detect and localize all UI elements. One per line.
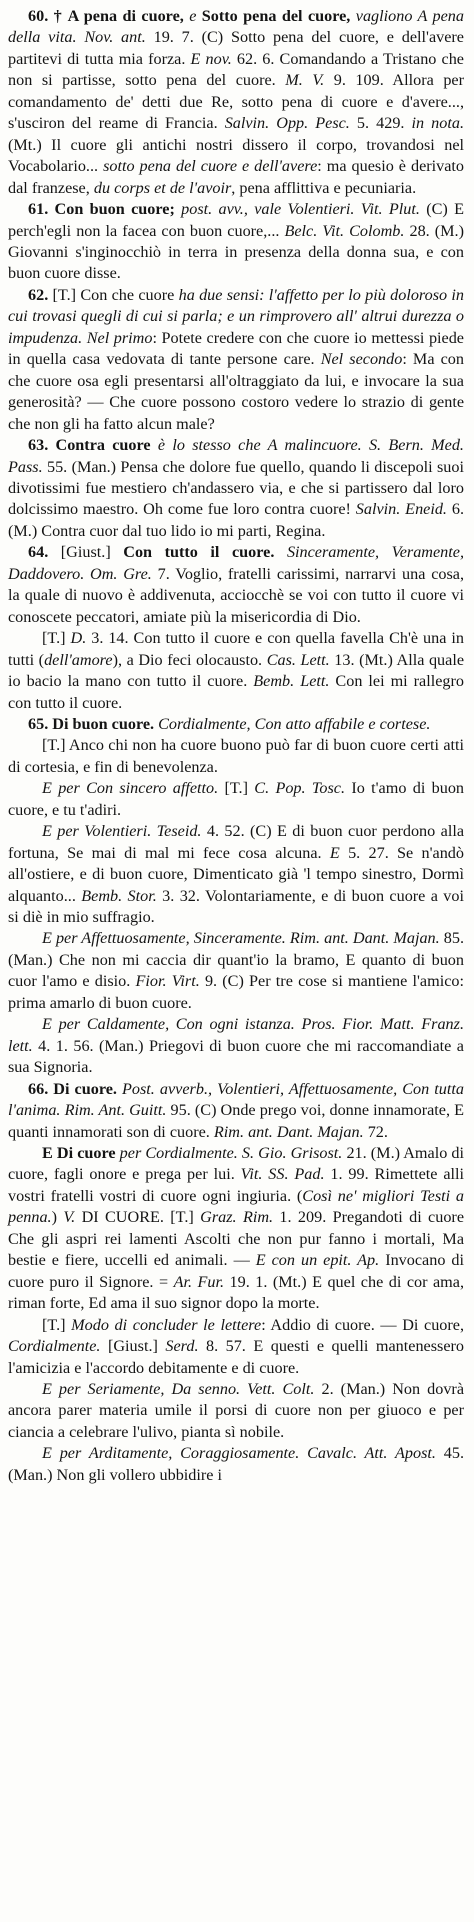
italic-text: ha due sensi: l'affetto per lo più doloroso in cui trovasi quegli di cui si parla; e un rimprovero all' altrui durezza o impudenza. Nel primo (8, 285, 464, 347)
italic-text: D. (70, 629, 87, 648)
body-text: 7. Voglio, fratelli carissimi, narrarvi una cosa, la quale di nuovo è addivenuta, acciocchè se voi con tutto il cuore vi conoscete peccatori, amiate più la misericordia di Dio. (8, 564, 465, 626)
italic-text: E per Affettuosamente, Sinceramente. Rim. ant. Dant. Majan. (42, 929, 440, 948)
headword: 64. (28, 543, 61, 562)
body-text: [Giust.] (60, 543, 124, 562)
entry-paragraph (8, 542, 464, 628)
body-text: (C) E perch'egli non la facea con buon cuore,... (8, 200, 464, 240)
italic-text: Cas. Lett. (266, 650, 330, 669)
body-text: 1. 99. Rimettete alli vostri fratelli vostri di cuore ogni ingiuria. ( (8, 1165, 465, 1205)
entry-paragraph (8, 1315, 464, 1379)
body-text: 95. (C) Onde prego voi, donne innamorate, E quanti innamorati son di cuore. (8, 1101, 464, 1141)
body-text: 19. 7. (C) Sotto pena del cuore, e dell'avere partitevi di tutta mia forza. (8, 28, 464, 68)
entry-paragraph (8, 1379, 464, 1443)
entry-paragraph (8, 435, 464, 542)
italic-text: Bemb. Stor. (81, 886, 157, 905)
italic-text: Ar. Fur. (173, 1272, 225, 1291)
entry-paragraph (8, 735, 464, 778)
entry-paragraph (8, 1143, 464, 1315)
body-text: 3. 32. Volontariamente, e di buon cuore a voi si diè in mio suffragio. (8, 886, 464, 927)
italic-text: dell'amore (44, 650, 113, 669)
entry-paragraph (8, 1443, 464, 1486)
italic-text: E (329, 843, 340, 862)
body-text: , pena afflittiva e pecuniaria. (231, 178, 417, 197)
headword: Sotto pena del cuore, (201, 7, 356, 25)
body-text: : ma quesio è derivato dal franzese, (8, 157, 465, 197)
italic-text: E per Volentieri. Teseid. (42, 822, 202, 841)
italic-text: Salvin. Opp. Pesc. (224, 114, 350, 133)
body-text: (Mt.) Il cuore gli antichi nostri dissero il corpo, trovandosi nel Vocabolario... (8, 135, 464, 176)
italic-text: sotto pena del cuore e dell'avere (103, 157, 318, 176)
italic-text: Serd. (165, 1337, 199, 1356)
italic-text: E per Seriamente, Da senno. Vett. Colt. (42, 1380, 315, 1398)
headword: Con tutto il cuore. (123, 543, 287, 562)
italic-text: vagliono A pena della vita. Nov. ant. (8, 7, 464, 47)
body-text: 19. 1. (Mt.) E quel che di cor ama, riman forte, Ed ama il suo signor dopo la morte. (8, 1272, 464, 1313)
entry-paragraph (8, 821, 464, 928)
italic-text: e (189, 7, 202, 25)
body-text: Io t'amo di buon cuore, e tu t'adiri. (8, 779, 465, 819)
italic-text: Cordialmente. (8, 1337, 101, 1356)
entry-paragraph (8, 628, 464, 714)
body-text: 62. 6. Comandando a Tristano che non si partisse, sotto pena del cuore. (8, 49, 464, 90)
italic-text: Graz. Rim. (200, 1208, 274, 1227)
body-text: 85. (Man.) Che non mi caccia dir quant'io la bramo, E quanto di buon cuor l'amo e disio. (8, 929, 465, 991)
body-text: 8. 57. E questi e quelli mantenessero l'amicizia e l'accordo debitamente e di cuore. (8, 1337, 465, 1377)
italic-text: Cordialmente, Con atto affabile e cortese. (158, 714, 431, 733)
body-text: 28. (M.) Giovanni s'inginocchiò in terra in presenza della donna sua, e con buon cuore disse. (8, 221, 464, 283)
body-text: 4. 1. 56. (Man.) Priegovi di buon cuore che mi raccomandiate a sua Signoria. (8, 1036, 464, 1077)
italic-text: è lo stesso che A malincuore. S. Bern. Med. Pass. (8, 436, 464, 476)
body-text: Invocano di cuore puro il Signore. = (8, 1251, 464, 1291)
entry-paragraph (8, 1079, 464, 1143)
italic-text: Rim. ant. Dant. Majan. (213, 1122, 364, 1141)
body-text: [T.] Con che cuore (52, 285, 179, 304)
headword: 63. Contra cuore (28, 436, 158, 455)
body-text: 5. 27. Se n'andò all'ostiere, e di buon cuore, Dimenticato già 'l tempo sinestro, Dormì alquanto... (8, 843, 464, 905)
entry-paragraph (8, 199, 464, 285)
body-text: Con lei mi rallegro con tutto il cuore. (8, 672, 464, 712)
italic-text: C. Pop. Tosc. (254, 779, 346, 798)
body-text: ) (51, 1208, 64, 1227)
body-text: [T.] (42, 629, 71, 648)
body-text: 1. 209. Pregandoti di cuore Che gli aspri rei lamenti Ascolti che non pur fanno i mortali, Ma bestie e fiere, uccelli ed animali. — (8, 1208, 465, 1270)
body-text: 13. (Mt.) Alla quale io bacio la mano con tutto il cuore. (8, 650, 465, 691)
body-text: 9. 109. Allora per comandamento de' detti due Re, sotto pena di cuore e d'avere..., s'usciron del reame di Francia. (8, 71, 464, 133)
body-text: 9. (C) Per tre cose si mantiene l'amico: prima amarlo di buon cuore. (8, 972, 464, 1012)
entry-paragraph (8, 778, 464, 821)
body-text: [T.] Anco chi non ha cuore buono può far di buon cuore certi atti di cortesia, e fin di benevolenza. (8, 736, 464, 776)
entry-paragraph (8, 714, 464, 735)
body-text: [T.] (42, 1315, 72, 1334)
headword: 61. Con buon cuore; (28, 200, 182, 219)
body-text: [Giust.] (100, 1337, 166, 1356)
italic-text: Così ne' migliori Testi a penna. (8, 1186, 464, 1227)
body-text: 6. (M.) Contra cuor dal tuo lido io mi parti, Regina. (8, 500, 464, 540)
body-text: ), a Dio feci olocausto. (112, 650, 267, 669)
italic-text: E con un epit. Ap. (255, 1251, 380, 1270)
body-text: 55. (Man.) Pensa che dolore fue quello, quando li discepoli suoi divotissimi fue mestiero ch'andassero via, e che si partissero dal loro dolcissimo maestro. Oh come fue loro contra cuore! (8, 457, 464, 519)
body-text: 21. (M.) Amalo di cuore, fagli onore e prega per lui. (8, 1144, 464, 1184)
italic-text: Modo di concluder le lettere (71, 1315, 262, 1334)
headword: 66. Di cuore. (28, 1079, 123, 1098)
body-text: : Potete credere con che cuore io mettessi piede in quella casa vedovata di tante persone care. (8, 328, 464, 369)
italic-text: E per Caldamente, Con ogni istanza. Pros. Fior. Matt. Franz. lett. (8, 1015, 464, 1055)
italic-text: E per Con sincero affetto. (42, 779, 219, 798)
italic-text: Belc. Vit. Colomb. (284, 221, 405, 240)
body-text: : Ma con che cuore osa egli presentarsi all'oltraggiato da lui, e invocare la sua generosità? — Che cuore possono costoro vedere lo strazio di gente che non gli ha fatto alcun male? (8, 350, 464, 433)
headword: 62. (28, 285, 53, 304)
italic-text: Sinceramente, Veramente, Daddovero. Om. Gre. (8, 543, 465, 583)
italic-text: du corps et de l'avoir (93, 178, 232, 197)
headword: 60. † A pena di cuore, (28, 7, 190, 25)
italic-text: per Cordialmente. S. Gio. Grisost. (119, 1144, 343, 1163)
body-text: 5. 429. (349, 114, 412, 133)
italic-text: Fior. Virt. (135, 972, 200, 991)
italic-text: Salvin. Eneid. (355, 500, 447, 519)
italic-text: E nov. (190, 49, 232, 68)
body-text: 2. (Man.) Non dovrà ancora parer materia umile il porsi di cuore non per giuoco e per ciancia a celebrare l'ulivo, pianta sì nobile. (8, 1380, 465, 1441)
body-text: 72. (363, 1122, 388, 1141)
body-text: DI CUORE. [T.] (75, 1208, 201, 1227)
italic-text: Bemb. Lett. (253, 672, 330, 691)
entry-paragraph (8, 1014, 464, 1078)
italic-text: Vit. SS. Pad. (240, 1165, 325, 1184)
italic-text: in nota. (411, 114, 465, 133)
body-text: 4. 52. (C) E di buon cuor perdono alla fortuna, Se mai di mal mi fece cosa alcuna. (8, 822, 464, 862)
italic-text: Nel secondo (320, 350, 403, 369)
italic-text: M. V. (285, 71, 325, 90)
italic-text: Post. avverb., Volentieri, Affettuosamente, Con tutta l'anima. Rim. Ant. Guitt. (8, 1079, 464, 1120)
entry-paragraph (8, 6, 464, 199)
italic-text: post. avv., vale Volentieri. Vit. Plut. (181, 200, 420, 219)
entry-paragraph (8, 285, 464, 435)
entry-paragraph (8, 928, 464, 1014)
body-text: 3. 14. Con tutto il cuore e con quella favella Ch'è una in tutti ( (8, 629, 464, 669)
body-text: [T.] (218, 779, 255, 798)
body-text: 45. (Man.) Non gli vollero ubbidire i (8, 1444, 464, 1484)
headword: 65. Di buon cuore. (28, 714, 159, 733)
italic-text: V. (63, 1208, 76, 1227)
italic-text: E per Arditamente, Coraggiosamente. Cavalc. Att. Apost. (42, 1444, 436, 1463)
headword: E Di cuore (42, 1144, 120, 1163)
body-text: : Addio di cuore. — Di cuore, (261, 1315, 465, 1334)
